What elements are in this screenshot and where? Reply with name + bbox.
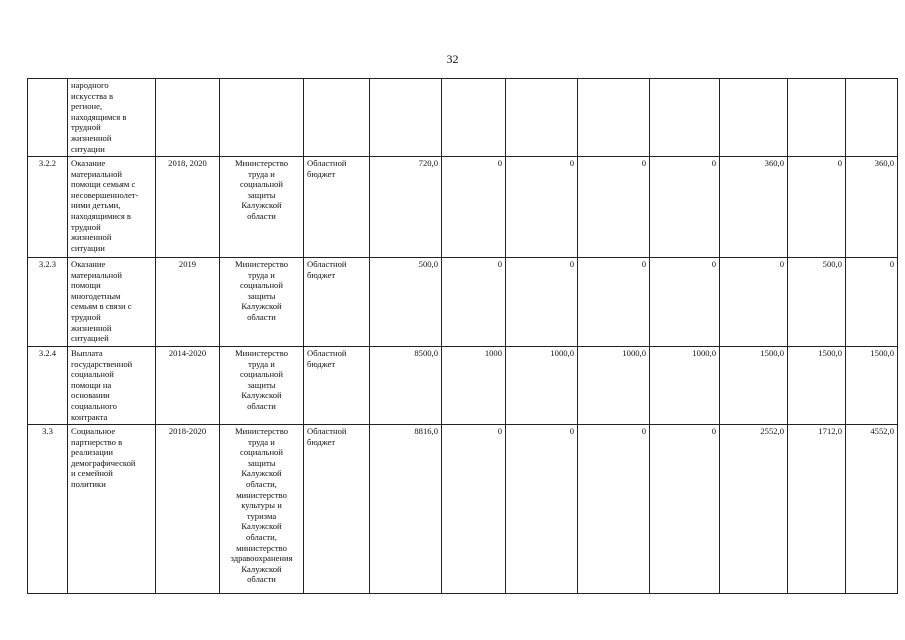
amount-cell [506,79,578,157]
amount-cell: 1000 [442,347,506,425]
funding-source: Областной бюджет [304,258,370,347]
amount-cell: 1500,0 [846,347,898,425]
amount-cell: 1000,0 [578,347,650,425]
executor: Министерство труда и социальной защиты Калужской области [220,258,304,347]
executor: Министерство труда и социальной защиты Калужской области, министерство культуры и туризма Калужской области, министерство здравоохранения Калужской области [220,425,304,594]
amount-cell: 0 [650,258,720,347]
amount-cell: 0 [788,157,846,258]
amount-cell: 0 [442,157,506,258]
amount-cell: 1712,0 [788,425,846,594]
row-number: 3.2.2 [28,157,68,258]
activity-name: Оказание материальной помощи семьям с несовершеннолет- ними детьми, находящимися в трудной жизненной ситуации [68,157,156,258]
amount-cell [370,79,442,157]
amount-cell: 0 [578,258,650,347]
amount-cell: 500,0 [370,258,442,347]
implementation-years [156,79,220,157]
amount-cell: 500,0 [788,258,846,347]
amount-cell [788,79,846,157]
implementation-years: 2018-2020 [156,425,220,594]
amount-cell: 2552,0 [720,425,788,594]
amount-cell: 0 [578,157,650,258]
implementation-years: 2018, 2020 [156,157,220,258]
table-body [28,79,898,594]
table-row [28,79,898,157]
row-number: 3.2.4 [28,347,68,425]
amount-cell: 0 [506,157,578,258]
amount-cell: 0 [720,258,788,347]
amount-cell: 0 [650,425,720,594]
funding-source: Областной бюджет [304,157,370,258]
implementation-years: 2014-2020 [156,347,220,425]
executor [220,79,304,157]
table-row [28,258,898,347]
page-number: 32 [446,52,459,66]
amount-cell: 0 [506,425,578,594]
amount-cell: 0 [442,258,506,347]
amount-cell: 4552,0 [846,425,898,594]
amount-cell [650,79,720,157]
amount-cell: 720,0 [370,157,442,258]
amount-cell: 0 [506,258,578,347]
executor: Министерство труда и социальной защиты Калужской области [220,157,304,258]
table-row [28,425,898,594]
amount-cell: 8500,0 [370,347,442,425]
implementation-years: 2019 [156,258,220,347]
funding-source: Областной бюджет [304,425,370,594]
executor: Министерство труда и социальной защиты Калужской области [220,347,304,425]
amount-cell [846,79,898,157]
amount-cell: 0 [578,425,650,594]
amount-cell: 360,0 [720,157,788,258]
row-number: 3.2.3 [28,258,68,347]
amount-cell: 360,0 [846,157,898,258]
activity-name: Оказание материальной помощи многодетным семьям в связи с трудной жизненной ситуацией [68,258,156,347]
activity-name: Социальное партнерство в реализации демографической и семейной политики [68,425,156,594]
row-number [28,79,68,157]
amount-cell: 0 [650,157,720,258]
activity-name: народного искусства в регионе, находящимся в трудной жизненной ситуации [68,79,156,157]
table-row [28,347,898,425]
row-number: 3.3 [28,425,68,594]
table-row [28,157,898,258]
amount-cell: 0 [442,425,506,594]
amount-cell: 1500,0 [720,347,788,425]
activity-name: Выплата государственной социальной помощи на основании социального контракта [68,347,156,425]
amount-cell: 0 [846,258,898,347]
amount-cell: 1500,0 [788,347,846,425]
funding-source [304,79,370,157]
amount-cell: 8816,0 [370,425,442,594]
amount-cell: 1000,0 [650,347,720,425]
program-activities-table [27,78,898,594]
amount-cell [720,79,788,157]
amount-cell [442,79,506,157]
funding-source: Областной бюджет [304,347,370,425]
amount-cell [578,79,650,157]
amount-cell: 1000,0 [506,347,578,425]
